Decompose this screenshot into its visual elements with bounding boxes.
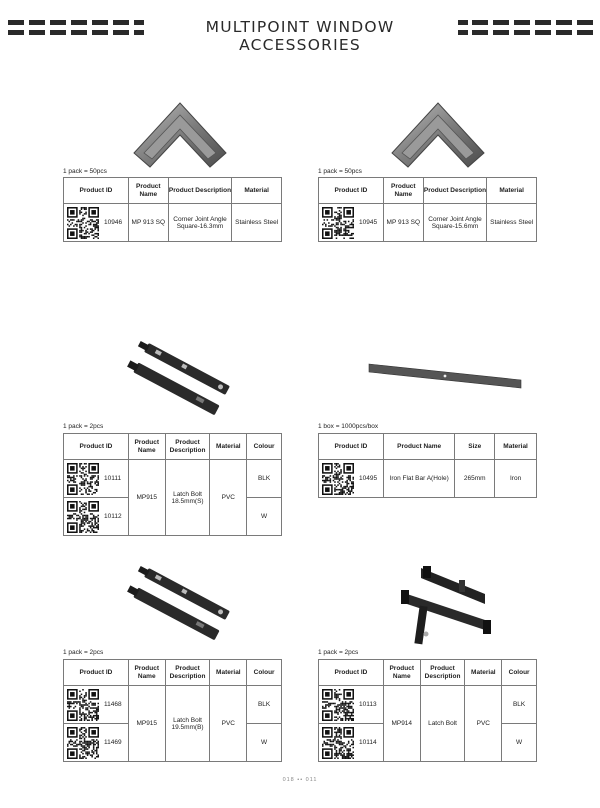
qr-code [67,207,99,239]
product-id-cell [319,460,384,498]
qr-code [322,689,354,721]
header-product-id: Product ID [319,434,384,460]
pack-info-3: 1 pack = 2pcs [63,423,104,430]
table-row [319,204,537,242]
header-product-description: Product Description [168,178,232,204]
header-size: Size [455,434,495,460]
header-product-id: Product ID [64,660,129,686]
product-material: PVC [210,460,247,536]
product-id: 10114 [359,739,377,746]
latch-bolt-image [115,340,245,420]
header-dashes-right [458,20,598,38]
product-size: 265mm [455,460,495,498]
table-row [319,460,537,498]
header-material: Material [495,434,537,460]
product-colour: W [247,498,282,536]
product-material: Stainless Steel [232,204,282,242]
header-product-name: Product Name [383,178,423,204]
product-id: 10495 [359,475,378,482]
product-id: 11469 [104,739,122,746]
product-material: PVC [465,686,502,762]
product-table-4 [318,433,537,498]
page-footer: 018 •• 011 [282,777,318,783]
iron-flat-bar-image [365,358,525,398]
header-colour: Colour [247,434,282,460]
header-material: Material [465,660,502,686]
product-colour: BLK [502,686,537,724]
table-row [64,460,282,498]
table-row [64,204,282,242]
product-material: PVC [210,686,247,762]
product-id-cell [64,724,129,762]
product-colour: W [247,724,282,762]
product-id-cell [319,724,384,762]
page-title: MULTIPOINT WINDOW ACCESSORIES [205,18,395,54]
product-colour: W [502,724,537,762]
product-name: MP915 [128,460,165,536]
product-description: Latch Bolt [420,686,465,762]
header-product-name: Product Name [128,434,165,460]
header-product-description: Product Description [165,660,210,686]
product-description: Latch Bolt 19.5mm(B) [165,686,210,762]
corner-joint-image [128,95,233,173]
header-material: Material [210,434,247,460]
header-product-id: Product ID [64,178,129,204]
header-product-description: Product Description [165,434,210,460]
qr-code [67,689,99,721]
product-description: Latch Bolt 18.5mm(S) [165,460,210,536]
qr-code [67,463,99,495]
pack-info-4: 1 box = 1000pcs/box [318,423,379,430]
product-description: Corner Joint Angle Square-16.3mm [168,204,232,242]
header-product-name: Product Name [383,660,420,686]
product-name: Iron Flat Bar A(Hole) [383,460,454,498]
pack-info-5: 1 pack = 2pcs [63,649,104,656]
product-id: 10946 [104,219,123,226]
header-product-id: Product ID [319,178,384,204]
header-product-id: Product ID [64,434,129,460]
header-material: Material [487,178,537,204]
header-colour: Colour [247,660,282,686]
header-product-name: Product Name [128,660,165,686]
header-product-name: Product Name [383,434,454,460]
product-id-cell [64,460,129,498]
header-material: Material [232,178,282,204]
product-name: MP 913 SQ [128,204,168,242]
header-product-name: Product Name [128,178,168,204]
product-id: 10113 [359,701,377,708]
pack-info-1: 1 pack = 50pcs [63,168,107,175]
product-id-cell [64,204,129,242]
product-name: MP914 [383,686,420,762]
header-colour: Colour [502,660,537,686]
table-row [319,686,537,724]
product-name: MP 913 SQ [383,204,423,242]
qr-code [322,727,354,759]
qr-code [322,207,354,239]
product-id: 10945 [359,219,378,226]
product-table-3 [63,433,282,536]
product-table-2 [318,177,537,242]
header-product-id: Product ID [319,660,384,686]
page-header [0,12,600,54]
product-id-cell [64,686,129,724]
table-row [64,686,282,724]
latch-bolt-mp914-image [393,560,503,650]
product-name: MP915 [128,686,165,762]
header-dashes-left [8,20,148,38]
product-id: 10112 [104,513,122,520]
qr-code [67,501,99,533]
product-table-6 [318,659,537,762]
product-table-1 [63,177,282,242]
latch-bolt-image [115,565,245,645]
qr-code [67,727,99,759]
product-table-5 [63,659,282,762]
product-material: Iron [495,460,537,498]
product-id: 10111 [104,475,122,482]
qr-code [322,463,354,495]
header-product-description: Product Description [423,178,487,204]
pack-info-6: 1 pack = 2pcs [318,649,359,656]
product-id-cell [319,686,384,724]
product-material: Stainless Steel [487,204,537,242]
product-id-cell [64,498,129,536]
header-material: Material [210,660,247,686]
corner-joint-image [386,95,491,173]
product-id-cell [319,204,384,242]
product-colour: BLK [247,460,282,498]
product-description: Corner Joint Angle Square-15.6mm [423,204,487,242]
product-colour: BLK [247,686,282,724]
header-product-description: Product Description [420,660,465,686]
product-id: 11468 [104,701,122,708]
pack-info-2: 1 pack = 50pcs [318,168,362,175]
